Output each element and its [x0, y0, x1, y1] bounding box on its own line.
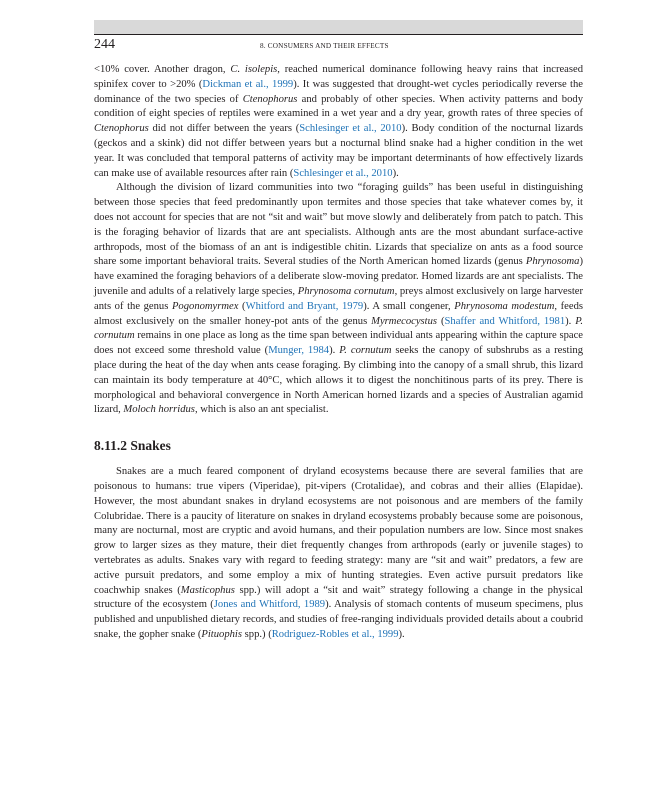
citation-link[interactable]: Jones and Whitford, 1989	[213, 599, 326, 611]
genus-name: Ctenophorus	[94, 123, 149, 135]
citation-link[interactable]: Munger, 1984	[268, 345, 330, 357]
genus-name: Masticophus	[180, 584, 235, 596]
genus-name: Myrmecocystus	[371, 315, 438, 327]
text-run: ). Body condition of the nocturnal lizards (geckos and a skink) did not differ between years but a nocturnal blind snake had a higher condition in the wet year. It was concluded that temporal patterns of activity may be important determinants of how effectively lizards can make use of available resources after rain (	[94, 123, 583, 179]
species-name: Phrynosoma modestum	[454, 300, 555, 312]
text-run: Although the division of lizard communities into two “foraging guilds” has been useful in distinguishing between those species that feed predominantly upon termites and those species that take whatever comes by, it does not account for species that are not “sit and wait” but move slowly and deliberately from patch to patch. This is the foraging behavior of lizards that are ant specialists. Although ants are the most abundant surface-active arthropods, most of the biomass of an ant is indigestible chitin. Lizards that specialize on ants as a food source share some important behavioral traits. Several studies of the North American homed lizards (genus	[94, 182, 583, 268]
genus-name: Pogonomyrmex	[171, 300, 239, 312]
paragraph-foraging	[94, 181, 583, 418]
species-name: P. cornutum	[339, 345, 392, 357]
species-name: C. isolepis	[230, 64, 278, 75]
header-rule	[94, 34, 583, 35]
text-run: remains in one place as long as the time span between individual ants appearing within the capture space does not exceed some threshold value (	[94, 330, 583, 357]
text-run: spp.) will adopt a “sit and wait” strategy following a change in the physical structure of the ecosystem (	[94, 584, 583, 611]
citation-link[interactable]: Dickman et al., 1999	[202, 78, 294, 90]
text-run: and probably of other species. When activity patterns and body condition of eight species of reptiles were examined in a wet year and a dry year, growth rates of three species of	[94, 93, 583, 120]
text-run: (	[238, 300, 246, 312]
citation-link[interactable]: Shaffer and Whitford, 1981	[444, 315, 566, 327]
section-heading: 8.11.2 Snakes	[94, 438, 171, 454]
text-run: , reached numerical dominance following heavy rains that increased spinifex cover to >20% (	[94, 64, 584, 90]
text-run: <10% cover. Another dragon,	[94, 64, 231, 75]
text-run: Snakes are a much feared component of dryland ecosystems because there are several families that are poisonous to humans: true vipers (Viperidae), pit-vipers (Crotalidae), and cobras and their allies (Elapidae). However, the most abundant snakes in dryland ecosystems are not poisonous and are members of the family Colubridae. There is a paucity of literature on snakes in dryland ecosystems probably because some are poisonous, many are nocturnal, most are cryptic and avoid humans, and their population numbers are low. Since most snakes grow to larger sizes as they mature, their diet frequently changes from arthropods (early or juvenile stages) to vertebrates as adults. Snakes vary with regard to feeding strategy: many are “sit and wait” predators, a few are active pursuit predators, and some employ a mix of hunting strategies. Even active pursuit predators like coachwhip snakes (	[94, 466, 583, 596]
page-body	[94, 63, 583, 643]
species-name: Moloch horridus	[123, 404, 195, 416]
species-name: Phrynosoma cornutum	[297, 285, 395, 297]
genus-name: Phrynosoma	[525, 256, 580, 268]
text-run: did not differ between the years (	[148, 123, 300, 135]
running-head: 8. CONSUMERS AND THEIR EFFECTS	[260, 42, 389, 50]
citation-link[interactable]: Rodriguez-Robles et al., 1999	[271, 628, 399, 640]
citation-link[interactable]: Schlesinger et al., 2010	[293, 167, 393, 179]
citation-link[interactable]: Schlesinger et al., 2010	[299, 123, 402, 135]
citation-link[interactable]: Whitford and Bryant, 1979	[245, 300, 364, 312]
genus-name: Pituophis	[201, 628, 242, 640]
text-run: , feeds almost exclusively on the smaller honey-pot ants of the genus	[94, 300, 583, 327]
text-run: ).	[398, 628, 405, 640]
text-run: ).	[329, 345, 340, 357]
text-run: ). Analysis of stomach contents of museum specimens, plus published and unpublished dietary records, and studies of free-ranging individuals provided details about a coubrid snake, the gopher snake (	[94, 599, 583, 640]
text-run: seeks the canopy of subshrubs as a resting place during the heat of the day when ants cease foraging. By climbing into the canopy of a small shrub, this lizard can maintain its body temperature at 40°C, which allows it to digest the nonchitinous parts of its prey. There is morphological and behavioral convergence in North American horned lizards and a species of Australian agamid lizard,	[94, 345, 583, 416]
text-run: , preys almost exclusively on large harvester ants of the genus	[94, 285, 583, 312]
text-run: spp.) (	[242, 628, 272, 640]
text-run: (	[437, 315, 445, 327]
text-run: ). A small congener,	[363, 300, 455, 312]
text-run: ).	[565, 315, 576, 327]
text-run: ) have examined the foraging behaviors of a deliberate slow-moving predator. Homed lizards are ant specialists. The juvenile and adults of a relatively large species,	[94, 256, 583, 297]
text-run: , which is also an ant specialist.	[194, 404, 329, 416]
text-run: ). It was suggested that drought-wet cycles periodically reverse the dominance of the two species of	[94, 78, 583, 105]
header-bar	[94, 20, 583, 34]
species-name: P. cornutum	[94, 315, 584, 342]
genus-name: Ctenophorus	[242, 93, 298, 105]
page-number: 244	[94, 37, 115, 52]
paragraph-continued	[94, 63, 583, 181]
paragraph-snakes	[94, 465, 583, 643]
text-run: ).	[392, 167, 399, 179]
